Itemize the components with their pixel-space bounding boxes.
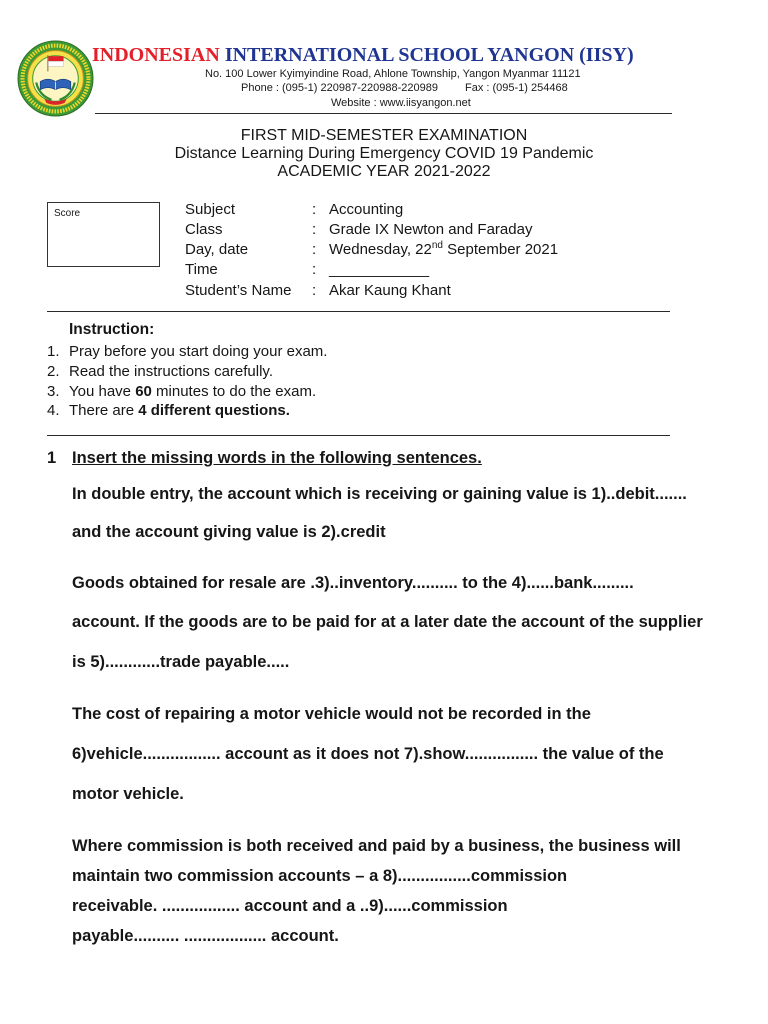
info-value-subject: Accounting — [329, 201, 404, 218]
info-value-student-name: Akar Kaung Khant — [329, 282, 451, 299]
instruction-text-pre: You have — [69, 383, 136, 400]
logo-flag-red — [48, 56, 63, 61]
instruction-text-bold: 4 different questions. — [138, 402, 290, 419]
date-rest: September 2021 — [442, 241, 559, 258]
answer-line: Where commission is both received and paid by a business, the business will — [72, 837, 681, 855]
score-label: Score — [54, 208, 81, 219]
school-crest-icon — [17, 40, 94, 117]
info-label: Subject — [185, 201, 236, 218]
school-name-blue-part: INTERNATIONAL SCHOOL YANGON (IISY) — [224, 44, 634, 66]
answer-line: Goods obtained for resale are .3)..inventory.......... to the 4)......bank......... — [72, 574, 634, 592]
academic-year: ACADEMIC YEAR 2021-2022 — [277, 163, 491, 180]
logo-flag-white — [48, 61, 63, 66]
instruction-text — [69, 402, 290, 420]
answer-line: In double entry, the account which is receiving or gaining value is 1)..debit....... — [72, 485, 687, 503]
question-prompt: Insert the missing words in the following sentences. — [72, 449, 482, 467]
score-box — [47, 202, 160, 267]
instruction-number: 3. — [47, 383, 60, 400]
answer-line: motor vehicle. — [72, 785, 184, 803]
info-label: Time — [185, 261, 218, 278]
info-label: Student’s Name — [185, 282, 292, 299]
answer-line: receivable. ................. account and a ..9)......commission — [72, 897, 508, 915]
exam-subtitle: Distance Learning During Emergency COVID 19 Pandemic — [174, 145, 594, 162]
school-name — [92, 43, 634, 67]
question-number: 1 — [47, 449, 57, 467]
info-label: Day, date — [185, 241, 249, 258]
exam-title: FIRST MID-SEMESTER EXAMINATION — [240, 127, 528, 144]
instruction-text-post: minutes to do the exam. — [151, 383, 317, 400]
instructions-heading: Instruction: — [69, 321, 155, 338]
answer-line: is 5)............trade payable..... — [72, 653, 290, 671]
school-phone: Phone : (095-1) 220987-220988-220989 — [241, 82, 438, 94]
school-name-red-part: INDONESIAN — [92, 44, 220, 66]
info-label: Class — [185, 221, 223, 238]
answer-line: The cost of repairing a motor vehicle would not be recorded in the — [72, 705, 591, 723]
instruction-number: 2. — [47, 363, 60, 380]
instruction-number: 1. — [47, 343, 60, 360]
instruction-text: Pray before you start doing your exam. — [69, 343, 328, 360]
answer-line: maintain two commission accounts – a 8)................commission — [72, 867, 568, 885]
instruction-text-bold: 60 — [135, 383, 152, 400]
info-separator: : — [312, 241, 317, 258]
info-separator: : — [312, 221, 317, 238]
date-main: Wednesday, 22 — [329, 241, 432, 258]
school-address: No. 100 Lower Kyimyindine Road, Ahlone Township, Yangon Myanmar 11121 — [205, 68, 581, 80]
info-separator: : — [312, 201, 317, 218]
instruction-text — [69, 383, 316, 401]
answer-line: payable.......... .................. account. — [72, 927, 339, 945]
date-ordinal-suffix: nd — [431, 240, 443, 251]
info-value-class: Grade IX Newton and Faraday — [329, 221, 533, 238]
info-separator: : — [312, 282, 317, 299]
instructions-divider — [47, 435, 670, 436]
school-website: Website : www.iisyangon.net — [331, 97, 471, 109]
header-divider — [95, 113, 672, 114]
answer-line: and the account giving value is 2).credit — [72, 523, 386, 541]
answer-line: 6)vehicle................. account as it does not 7).show................ the value of the — [72, 745, 664, 763]
info-value-time: ____________ — [329, 261, 430, 278]
instruction-text: Read the instructions carefully. — [69, 363, 273, 380]
answer-line: account. If the goods are to be paid for at a later date the account of the supplier — [72, 613, 703, 631]
school-fax: Fax : (095-1) 254468 — [465, 82, 568, 94]
instruction-number: 4. — [47, 402, 60, 419]
info-divider — [47, 311, 670, 312]
instruction-text-pre: There are — [69, 402, 139, 419]
info-separator: : — [312, 261, 317, 278]
info-value-day-date — [329, 241, 558, 259]
